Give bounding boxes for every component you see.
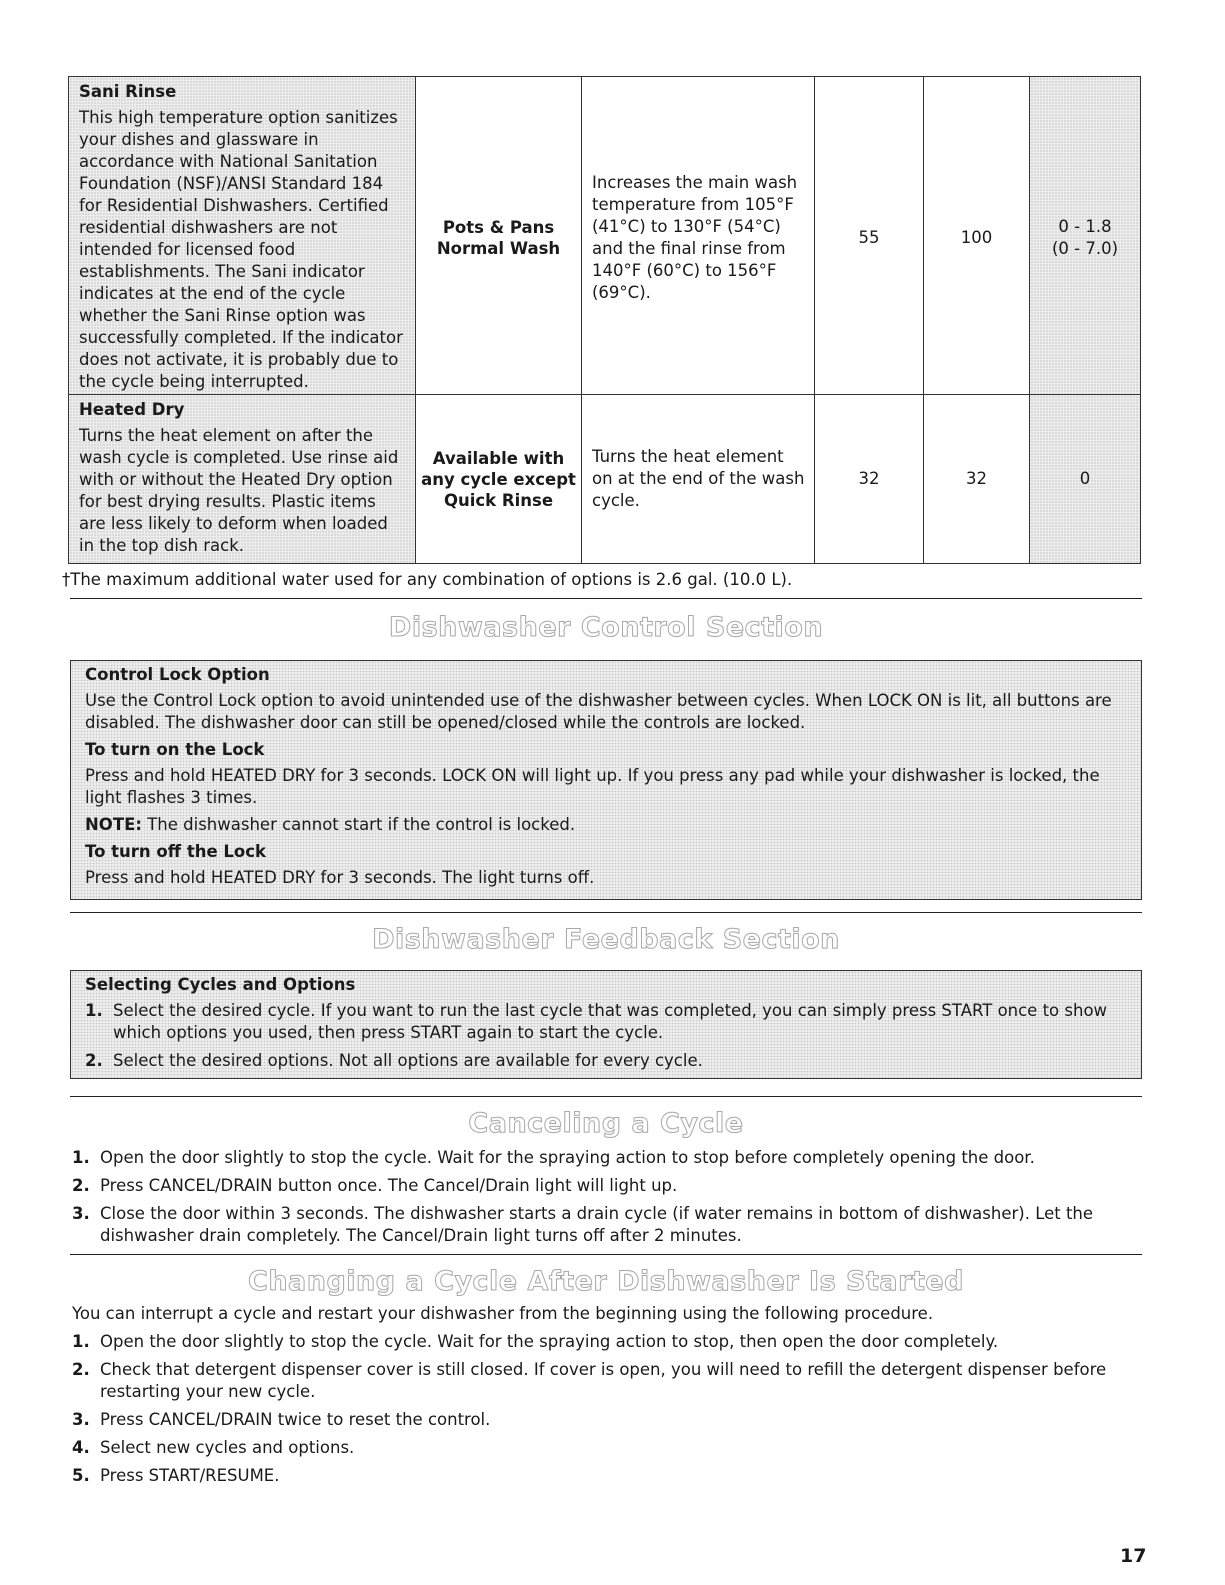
selecting-cycles-steps	[85, 1000, 1129, 1072]
control-section-title: Dishwasher Control Section	[388, 612, 824, 643]
cancel-steps-block	[72, 1147, 1140, 1253]
sani-rinse-value-c-line2: (0 - 7.0)	[1051, 239, 1119, 258]
list-item: 2. Select the desired options. Not all options are available for every cycle.	[85, 1051, 703, 1070]
list-item: 3. Press CANCEL/DRAIN twice to reset the control.	[72, 1410, 491, 1429]
note-text: The dishwasher cannot start if the control is locked.	[141, 815, 576, 834]
sani-rinse-value-a: 55	[815, 77, 924, 400]
list-item: 4. Select new cycles and options.	[72, 1438, 355, 1457]
turn-off-lock-heading: To turn off the Lock	[85, 842, 267, 861]
heated-dry-value-c-cell	[1030, 395, 1141, 564]
cancel-section-title: Canceling a Cycle	[468, 1108, 744, 1139]
turn-off-lock-text: Press and hold HEATED DRY for 3 seconds. The light turns off.	[85, 868, 595, 887]
change-section-title: Changing a Cycle After Dishwasher Is Started	[248, 1266, 964, 1297]
list-item: 2. Press CANCEL/DRAIN button once. The Cancel/Drain light will light up.	[72, 1176, 678, 1195]
list-item: 1. Select the desired cycle. If you want to run the last cycle that was completed, you can simply press START once to show which options you used, then press START again to start the cycle.	[85, 1001, 1108, 1042]
sani-rinse-description-cell	[69, 77, 416, 400]
sani-rinse-option-table	[68, 76, 1141, 400]
note-label: NOTE:	[85, 815, 142, 834]
sani-rinse-cycles: Pots & Pans Normal Wash	[416, 77, 582, 400]
selecting-cycles-box	[70, 970, 1142, 1079]
control-lock-box	[70, 660, 1142, 900]
divider	[70, 1254, 1142, 1255]
sani-rinse-value-b: 100	[924, 77, 1030, 400]
list-item: 5. Press START/RESUME.	[72, 1466, 280, 1485]
list-item: 3. Close the door within 3 seconds. The dishwasher starts a drain cycle (if water remains in bottom of dishwasher). Let the dishwasher drain completely. The Cancel/Drain light turns off after 2 minutes.	[72, 1204, 1094, 1245]
list-item: 1. Open the door slightly to stop the cycle. Wait for the spraying action to stop before completely opening the door.	[72, 1148, 1035, 1167]
list-item: 1. Open the door slightly to stop the cycle. Wait for the spraying action to stop, then open the door completely.	[72, 1332, 999, 1351]
turn-on-lock-text: Press and hold HEATED DRY for 3 seconds. LOCK ON will light up. If you press any pad while your dishwasher is locked, the light flashes 3 times.	[85, 766, 1100, 807]
heated-dry-title: Heated Dry	[79, 400, 185, 419]
heated-dry-description-cell	[69, 395, 416, 564]
sani-rinse-value-c-cell	[1030, 77, 1141, 400]
sani-rinse-description: This high temperature option sanitizes your dishes and glassware in accordance with National Sanitation Foundation (NSF)/ANSI Standard 184 for Residential Dishwashers. Certified residential dishwashers are not intended for licensed food establishments. The Sani indicator indicates at the end of the cycle whether the Sani Rinse option was successfully completed. If the indicator does not activate, it is probably due to the cycle being interrupted.	[79, 108, 403, 391]
change-intro: You can interrupt a cycle and restart your dishwasher from the beginning using the following procedure.	[72, 1304, 934, 1323]
turn-on-lock-heading: To turn on the Lock	[85, 740, 265, 759]
control-lock-intro: Use the Control Lock option to avoid unintended use of the dishwasher between cycles. When LOCK ON is lit, all buttons are disabled. The dishwasher door can still be opened/closed while the controls are locked.	[85, 691, 1112, 732]
control-lock-title: Control Lock Option	[85, 665, 270, 684]
sani-rinse-title: Sani Rinse	[79, 82, 177, 101]
feedback-section-title: Dishwasher Feedback Section	[372, 924, 840, 955]
list-item: 2. Check that detergent dispenser cover is still closed. If cover is open, you will need to refill the detergent dispenser before restarting your new cycle.	[72, 1360, 1107, 1401]
sani-rinse-effect: Increases the main wash temperature from 105°F (41°C) to 130°F (54°C) and the final rinse from 140°F (60°C) to 156°F (69°C).	[582, 77, 815, 400]
divider	[70, 912, 1142, 913]
heated-dry-description: Turns the heat element on after the wash cycle is completed. Use rinse aid with or without the Heated Dry option for best drying results. Plastic items are less likely to deform when loaded in the top dish rack.	[79, 426, 399, 555]
divider	[70, 598, 1142, 599]
heated-dry-value-c-line1: 0	[1079, 469, 1091, 488]
water-footnote: †The maximum additional water used for any combination of options is 2.6 gal. (10.0 L).	[62, 570, 793, 589]
control-lock-note	[85, 814, 1129, 836]
change-steps	[72, 1331, 1140, 1487]
divider	[70, 1096, 1142, 1097]
heated-dry-cycles: Available with any cycle except Quick Rinse	[416, 395, 582, 564]
heated-dry-value-a: 32	[815, 395, 924, 564]
heated-dry-effect: Turns the heat element on at the end of the wash cycle.	[582, 395, 815, 564]
sani-rinse-value-c-line1: 0 - 1.8	[1058, 217, 1112, 236]
heated-dry-option-table	[68, 394, 1141, 564]
cancel-steps	[72, 1147, 1140, 1247]
heated-dry-value-b: 32	[924, 395, 1030, 564]
change-steps-block	[72, 1303, 1140, 1493]
page-number: 17	[1120, 1545, 1147, 1567]
selecting-cycles-title: Selecting Cycles and Options	[85, 975, 356, 994]
